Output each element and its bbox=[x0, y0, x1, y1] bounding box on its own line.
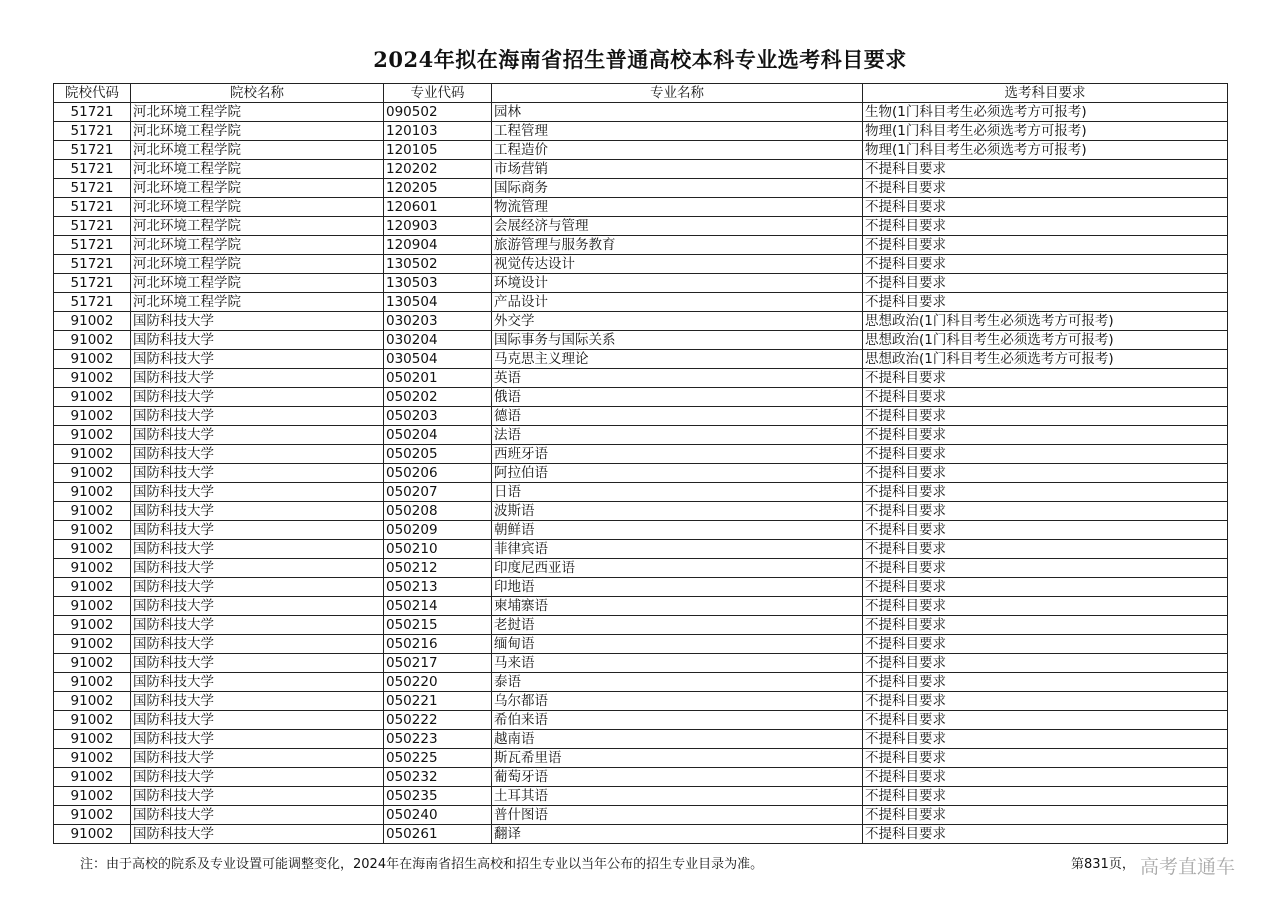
major-code-cell: 050221 bbox=[384, 692, 492, 711]
major-name-cell: 会展经济与管理 bbox=[492, 217, 863, 236]
major-name-cell: 朝鲜语 bbox=[492, 521, 863, 540]
table-row bbox=[54, 483, 1228, 502]
table-row bbox=[54, 654, 1228, 673]
table-body bbox=[54, 103, 1228, 844]
major-name-cell: 普什图语 bbox=[492, 806, 863, 825]
requirement-cell: 不提科目要求 bbox=[863, 236, 1228, 255]
page-title: 2024年拟在海南省招生普通高校本科专业选考科目要求 bbox=[373, 47, 907, 72]
school-name-cell: 国防科技大学 bbox=[131, 464, 384, 483]
school-code-cell: 91002 bbox=[54, 616, 131, 635]
table-row bbox=[54, 236, 1228, 255]
table-row bbox=[54, 331, 1228, 350]
school-code-cell: 91002 bbox=[54, 407, 131, 426]
school-code-cell: 91002 bbox=[54, 635, 131, 654]
requirement-cell: 不提科目要求 bbox=[863, 160, 1228, 179]
school-code-cell: 91002 bbox=[54, 388, 131, 407]
major-code-cell: 050203 bbox=[384, 407, 492, 426]
table-row bbox=[54, 122, 1228, 141]
school-name-cell: 国防科技大学 bbox=[131, 369, 384, 388]
requirement-cell: 不提科目要求 bbox=[863, 255, 1228, 274]
school-name-cell: 河北环境工程学院 bbox=[131, 236, 384, 255]
table-row bbox=[54, 293, 1228, 312]
major-name-cell: 环境设计 bbox=[492, 274, 863, 293]
school-name-cell: 国防科技大学 bbox=[131, 825, 384, 844]
requirement-cell: 不提科目要求 bbox=[863, 806, 1228, 825]
major-name-cell: 日语 bbox=[492, 483, 863, 502]
requirement-cell: 不提科目要求 bbox=[863, 426, 1228, 445]
requirement-cell: 不提科目要求 bbox=[863, 274, 1228, 293]
requirement-cell: 不提科目要求 bbox=[863, 179, 1228, 198]
major-name-cell: 国际商务 bbox=[492, 179, 863, 198]
school-name-cell: 河北环境工程学院 bbox=[131, 160, 384, 179]
school-code-cell: 91002 bbox=[54, 597, 131, 616]
major-name-cell: 土耳其语 bbox=[492, 787, 863, 806]
requirement-cell: 不提科目要求 bbox=[863, 768, 1228, 787]
requirement-cell: 物理(1门科目考生必须选考方可报考) bbox=[863, 141, 1228, 160]
school-name-cell: 国防科技大学 bbox=[131, 616, 384, 635]
major-code-cell: 120105 bbox=[384, 141, 492, 160]
major-name-cell: 翻译 bbox=[492, 825, 863, 844]
requirement-cell: 不提科目要求 bbox=[863, 445, 1228, 464]
school-name-cell: 国防科技大学 bbox=[131, 597, 384, 616]
table-row bbox=[54, 806, 1228, 825]
major-code-cell: 050240 bbox=[384, 806, 492, 825]
table-row bbox=[54, 217, 1228, 236]
requirement-cell: 不提科目要求 bbox=[863, 578, 1228, 597]
school-code-cell: 91002 bbox=[54, 483, 131, 502]
major-code-cell: 130502 bbox=[384, 255, 492, 274]
school-code-cell: 91002 bbox=[54, 540, 131, 559]
requirement-cell: 不提科目要求 bbox=[863, 597, 1228, 616]
table-row bbox=[54, 502, 1228, 521]
major-name-cell: 马来语 bbox=[492, 654, 863, 673]
requirement-cell: 不提科目要求 bbox=[863, 464, 1228, 483]
requirement-cell: 物理(1门科目考生必须选考方可报考) bbox=[863, 122, 1228, 141]
major-code-cell: 050208 bbox=[384, 502, 492, 521]
major-code-cell: 130504 bbox=[384, 293, 492, 312]
table-row bbox=[54, 445, 1228, 464]
major-code-cell: 050214 bbox=[384, 597, 492, 616]
school-code-cell: 91002 bbox=[54, 768, 131, 787]
school-name-cell: 国防科技大学 bbox=[131, 730, 384, 749]
major-code-cell: 050222 bbox=[384, 711, 492, 730]
page-number: 第831页， bbox=[1071, 857, 1135, 872]
major-code-cell: 050220 bbox=[384, 673, 492, 692]
school-name-cell: 国防科技大学 bbox=[131, 635, 384, 654]
table-row bbox=[54, 749, 1228, 768]
header-major-name: 专业名称 bbox=[492, 84, 863, 103]
requirement-cell: 不提科目要求 bbox=[863, 521, 1228, 540]
requirement-cell: 不提科目要求 bbox=[863, 407, 1228, 426]
school-code-cell: 91002 bbox=[54, 806, 131, 825]
school-name-cell: 国防科技大学 bbox=[131, 407, 384, 426]
major-code-cell: 050235 bbox=[384, 787, 492, 806]
major-name-cell: 波斯语 bbox=[492, 502, 863, 521]
major-name-cell: 马克思主义理论 bbox=[492, 350, 863, 369]
table-row bbox=[54, 141, 1228, 160]
school-code-cell: 51721 bbox=[54, 274, 131, 293]
table-row bbox=[54, 426, 1228, 445]
school-code-cell: 91002 bbox=[54, 521, 131, 540]
school-name-cell: 国防科技大学 bbox=[131, 768, 384, 787]
major-name-cell: 外交学 bbox=[492, 312, 863, 331]
requirement-cell: 不提科目要求 bbox=[863, 483, 1228, 502]
major-name-cell: 视觉传达设计 bbox=[492, 255, 863, 274]
major-code-cell: 120904 bbox=[384, 236, 492, 255]
school-code-cell: 51721 bbox=[54, 236, 131, 255]
school-code-cell: 91002 bbox=[54, 312, 131, 331]
requirement-cell: 不提科目要求 bbox=[863, 217, 1228, 236]
school-code-cell: 51721 bbox=[54, 217, 131, 236]
table-row bbox=[54, 730, 1228, 749]
school-code-cell: 51721 bbox=[54, 293, 131, 312]
school-name-cell: 国防科技大学 bbox=[131, 749, 384, 768]
school-name-cell: 河北环境工程学院 bbox=[131, 179, 384, 198]
table-row bbox=[54, 825, 1228, 844]
table-row bbox=[54, 540, 1228, 559]
major-name-cell: 柬埔寨语 bbox=[492, 597, 863, 616]
school-name-cell: 国防科技大学 bbox=[131, 711, 384, 730]
school-name-cell: 河北环境工程学院 bbox=[131, 141, 384, 160]
major-name-cell: 斯瓦希里语 bbox=[492, 749, 863, 768]
major-code-cell: 050202 bbox=[384, 388, 492, 407]
school-name-cell: 河北环境工程学院 bbox=[131, 217, 384, 236]
header-school-name: 院校名称 bbox=[131, 84, 384, 103]
school-name-cell: 国防科技大学 bbox=[131, 559, 384, 578]
school-code-cell: 51721 bbox=[54, 103, 131, 122]
major-name-cell: 老挝语 bbox=[492, 616, 863, 635]
major-code-cell: 050207 bbox=[384, 483, 492, 502]
major-name-cell: 菲律宾语 bbox=[492, 540, 863, 559]
major-code-cell: 030504 bbox=[384, 350, 492, 369]
requirement-cell: 不提科目要求 bbox=[863, 616, 1228, 635]
school-code-cell: 51721 bbox=[54, 122, 131, 141]
major-code-cell: 120903 bbox=[384, 217, 492, 236]
table-header-row bbox=[54, 84, 1228, 103]
requirement-cell: 不提科目要求 bbox=[863, 730, 1228, 749]
requirement-cell: 不提科目要求 bbox=[863, 540, 1228, 559]
school-name-cell: 国防科技大学 bbox=[131, 331, 384, 350]
major-code-cell: 050217 bbox=[384, 654, 492, 673]
table-row bbox=[54, 255, 1228, 274]
school-code-cell: 91002 bbox=[54, 673, 131, 692]
school-code-cell: 91002 bbox=[54, 426, 131, 445]
major-name-cell: 物流管理 bbox=[492, 198, 863, 217]
school-name-cell: 河北环境工程学院 bbox=[131, 274, 384, 293]
table-row bbox=[54, 464, 1228, 483]
major-name-cell: 工程管理 bbox=[492, 122, 863, 141]
school-name-cell: 国防科技大学 bbox=[131, 787, 384, 806]
table-row bbox=[54, 635, 1228, 654]
school-code-cell: 91002 bbox=[54, 730, 131, 749]
school-code-cell: 91002 bbox=[54, 578, 131, 597]
school-code-cell: 91002 bbox=[54, 502, 131, 521]
school-code-cell: 91002 bbox=[54, 369, 131, 388]
major-name-cell: 英语 bbox=[492, 369, 863, 388]
school-code-cell: 91002 bbox=[54, 464, 131, 483]
table-row bbox=[54, 578, 1228, 597]
school-code-cell: 91002 bbox=[54, 331, 131, 350]
school-code-cell: 51721 bbox=[54, 198, 131, 217]
requirement-cell: 思想政治(1门科目考生必须选考方可报考) bbox=[863, 312, 1228, 331]
school-code-cell: 91002 bbox=[54, 749, 131, 768]
major-name-cell: 阿拉伯语 bbox=[492, 464, 863, 483]
major-name-cell: 德语 bbox=[492, 407, 863, 426]
requirement-cell: 不提科目要求 bbox=[863, 825, 1228, 844]
school-code-cell: 91002 bbox=[54, 825, 131, 844]
school-name-cell: 国防科技大学 bbox=[131, 426, 384, 445]
requirement-cell: 不提科目要求 bbox=[863, 198, 1228, 217]
school-name-cell: 河北环境工程学院 bbox=[131, 122, 384, 141]
table-row bbox=[54, 673, 1228, 692]
major-code-cell: 030204 bbox=[384, 331, 492, 350]
header-major-code: 专业代码 bbox=[384, 84, 492, 103]
major-name-cell: 市场营销 bbox=[492, 160, 863, 179]
school-name-cell: 国防科技大学 bbox=[131, 483, 384, 502]
school-code-cell: 91002 bbox=[54, 350, 131, 369]
school-code-cell: 91002 bbox=[54, 787, 131, 806]
table-row bbox=[54, 103, 1228, 122]
major-name-cell: 法语 bbox=[492, 426, 863, 445]
major-code-cell: 050209 bbox=[384, 521, 492, 540]
major-name-cell: 泰语 bbox=[492, 673, 863, 692]
table-row bbox=[54, 559, 1228, 578]
major-name-cell: 葡萄牙语 bbox=[492, 768, 863, 787]
major-name-cell: 西班牙语 bbox=[492, 445, 863, 464]
major-code-cell: 050205 bbox=[384, 445, 492, 464]
major-name-cell: 俄语 bbox=[492, 388, 863, 407]
requirement-cell: 不提科目要求 bbox=[863, 749, 1228, 768]
school-code-cell: 91002 bbox=[54, 692, 131, 711]
major-code-cell: 120205 bbox=[384, 179, 492, 198]
major-name-cell: 国际事务与国际关系 bbox=[492, 331, 863, 350]
major-code-cell: 120202 bbox=[384, 160, 492, 179]
major-name-cell: 缅甸语 bbox=[492, 635, 863, 654]
major-code-cell: 050210 bbox=[384, 540, 492, 559]
major-code-cell: 030203 bbox=[384, 312, 492, 331]
school-name-cell: 河北环境工程学院 bbox=[131, 198, 384, 217]
table-row bbox=[54, 160, 1228, 179]
major-code-cell: 050215 bbox=[384, 616, 492, 635]
major-code-cell: 050216 bbox=[384, 635, 492, 654]
table-row bbox=[54, 787, 1228, 806]
school-name-cell: 国防科技大学 bbox=[131, 502, 384, 521]
school-name-cell: 国防科技大学 bbox=[131, 388, 384, 407]
school-code-cell: 91002 bbox=[54, 445, 131, 464]
table-row bbox=[54, 369, 1228, 388]
requirement-cell: 不提科目要求 bbox=[863, 635, 1228, 654]
major-code-cell: 050204 bbox=[384, 426, 492, 445]
school-name-cell: 国防科技大学 bbox=[131, 445, 384, 464]
major-name-cell: 印地语 bbox=[492, 578, 863, 597]
school-code-cell: 51721 bbox=[54, 255, 131, 274]
major-code-cell: 050223 bbox=[384, 730, 492, 749]
table-row bbox=[54, 597, 1228, 616]
table-row bbox=[54, 692, 1228, 711]
table-row bbox=[54, 179, 1228, 198]
school-name-cell: 国防科技大学 bbox=[131, 654, 384, 673]
header-subject-requirement: 选考科目要求 bbox=[863, 84, 1228, 103]
school-name-cell: 国防科技大学 bbox=[131, 312, 384, 331]
major-name-cell: 印度尼西亚语 bbox=[492, 559, 863, 578]
major-name-cell: 工程造价 bbox=[492, 141, 863, 160]
major-code-cell: 090502 bbox=[384, 103, 492, 122]
school-name-cell: 国防科技大学 bbox=[131, 540, 384, 559]
requirement-cell: 不提科目要求 bbox=[863, 293, 1228, 312]
major-code-cell: 050261 bbox=[384, 825, 492, 844]
school-code-cell: 51721 bbox=[54, 179, 131, 198]
major-code-cell: 050213 bbox=[384, 578, 492, 597]
major-code-cell: 050206 bbox=[384, 464, 492, 483]
major-name-cell: 产品设计 bbox=[492, 293, 863, 312]
requirement-cell: 不提科目要求 bbox=[863, 502, 1228, 521]
requirements-table bbox=[53, 83, 1228, 844]
school-name-cell: 河北环境工程学院 bbox=[131, 103, 384, 122]
school-code-cell: 51721 bbox=[54, 141, 131, 160]
table-row bbox=[54, 768, 1228, 787]
school-code-cell: 51721 bbox=[54, 160, 131, 179]
header-school-code: 院校代码 bbox=[54, 84, 131, 103]
table-row bbox=[54, 312, 1228, 331]
school-name-cell: 河北环境工程学院 bbox=[131, 293, 384, 312]
major-name-cell: 越南语 bbox=[492, 730, 863, 749]
major-code-cell: 130503 bbox=[384, 274, 492, 293]
major-code-cell: 120103 bbox=[384, 122, 492, 141]
school-code-cell: 91002 bbox=[54, 559, 131, 578]
school-name-cell: 国防科技大学 bbox=[131, 350, 384, 369]
table-row bbox=[54, 388, 1228, 407]
major-code-cell: 050212 bbox=[384, 559, 492, 578]
requirement-cell: 不提科目要求 bbox=[863, 673, 1228, 692]
school-code-cell: 91002 bbox=[54, 654, 131, 673]
requirement-cell: 不提科目要求 bbox=[863, 388, 1228, 407]
watermark: 高考直通车 bbox=[1140, 856, 1236, 878]
requirement-cell: 不提科目要求 bbox=[863, 559, 1228, 578]
requirement-cell: 不提科目要求 bbox=[863, 787, 1228, 806]
major-name-cell: 乌尔都语 bbox=[492, 692, 863, 711]
major-name-cell: 旅游管理与服务教育 bbox=[492, 236, 863, 255]
school-name-cell: 国防科技大学 bbox=[131, 692, 384, 711]
school-name-cell: 国防科技大学 bbox=[131, 521, 384, 540]
requirement-cell: 不提科目要求 bbox=[863, 654, 1228, 673]
table-row bbox=[54, 407, 1228, 426]
school-name-cell: 国防科技大学 bbox=[131, 673, 384, 692]
requirement-cell: 不提科目要求 bbox=[863, 711, 1228, 730]
major-name-cell: 园林 bbox=[492, 103, 863, 122]
major-code-cell: 120601 bbox=[384, 198, 492, 217]
table-row bbox=[54, 350, 1228, 369]
table-row bbox=[54, 711, 1228, 730]
major-code-cell: 050232 bbox=[384, 768, 492, 787]
requirement-cell: 思想政治(1门科目考生必须选考方可报考) bbox=[863, 331, 1228, 350]
major-code-cell: 050225 bbox=[384, 749, 492, 768]
table-row bbox=[54, 198, 1228, 217]
requirement-cell: 不提科目要求 bbox=[863, 369, 1228, 388]
major-code-cell: 050201 bbox=[384, 369, 492, 388]
major-name-cell: 希伯来语 bbox=[492, 711, 863, 730]
footnote: 注：由于高校的院系及专业设置可能调整变化，2024年在海南省招生高校和招生专业以当年公布的招生专业目录为准。 bbox=[80, 857, 764, 872]
requirement-cell: 不提科目要求 bbox=[863, 692, 1228, 711]
table-row bbox=[54, 521, 1228, 540]
requirement-cell: 生物(1门科目考生必须选考方可报考) bbox=[863, 103, 1228, 122]
requirement-cell: 思想政治(1门科目考生必须选考方可报考) bbox=[863, 350, 1228, 369]
school-code-cell: 91002 bbox=[54, 711, 131, 730]
table-row bbox=[54, 616, 1228, 635]
school-name-cell: 国防科技大学 bbox=[131, 806, 384, 825]
table-row bbox=[54, 274, 1228, 293]
school-name-cell: 河北环境工程学院 bbox=[131, 255, 384, 274]
school-name-cell: 国防科技大学 bbox=[131, 578, 384, 597]
